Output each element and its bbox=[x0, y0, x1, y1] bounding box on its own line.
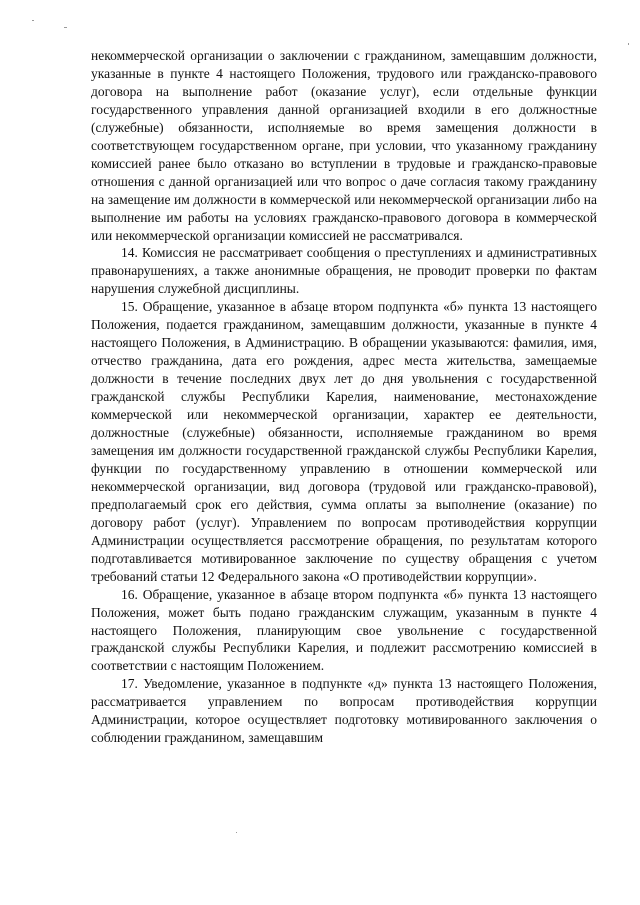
paragraph-16: 16. Обращение, указанное в абзаце втором подпункта «б» пункта 13 настоящего Положения, может быть подано гражданским служащим, указанным в пункте 4 настоящего Положения, планирующим свое увольнение с государственной гражданской службы Республики Карелия, и подлежит рассмотрению комиссией в соответствии с настоящим Положением. bbox=[91, 586, 597, 674]
paragraph-14: 14. Комиссия не рассматривает сообщения о преступлениях и административных правонарушениях, а также анонимные обращения, не проводит проверки по фактам нарушения служебной дисциплины. bbox=[91, 245, 597, 297]
paragraph-15: 15. Обращение, указанное в абзаце втором подпункта «б» пункта 13 настоящего Положения, подается гражданином, замещавшим должности, указанные в пункте 4 настоящего Положения, в Администрацию. В обращении указываются: фамилия, имя, отчество гражданина, дата его рождения, адрес места жительства, замещаемые должности в течение последних двух лет до дня увольнения с государственной гражданской службы Республики Карелия, наименование, местонахождение коммерческой или некоммерческой организации, характер ее деятельности, должностные (служебные) обязанности, исполняемые гражданином во время замещения им должности государственной гражданской службы Республики Карелия, функции по государственному управлению в отношении коммерческой или некоммерческой организации, вид договора (трудовой или гражданско-правовой), предполагаемый срок его действия, сумма оплаты за выполнение (оказание) по договору работ (услуг). Управлением по вопросам противодействия коррупции Администрации осуществляется рассмотрение обращения, по результатам которого подготавливается мотивированное заключение по существу обращения с учетом требований статьи 12 Федерального закона «О противодействии коррупции». bbox=[91, 299, 597, 584]
paragraph-continuation: некоммерческой организации о заключении с гражданином, замещавшим должности, указанные в пункте 4 настоящего Положения, трудового или гражданско-правового договора на выполнение работ (оказание услуг), если отдельные функции государственного управления данной организацией входили в его должностные (служебные) обязанности, исполняемые во время замещения должности в соответствующем государственном органе, при условии, что указанному гражданину комиссией ранее было отказано во вступлении в трудовые и гражданско-правовые отношения с данной организацией или что вопрос о даче согласия такому гражданину на замещение им должности в коммерческой или некоммерческой организации либо на выполнение им работы на условиях гражданско-правового договора в коммерческой или некоммерческой организации комиссией не рассматривался. bbox=[91, 48, 597, 243]
scan-speck bbox=[628, 43, 629, 45]
paragraph-17: 17. Уведомление, указанное в подпункте «д» пункта 13 настоящего Положения, рассматривается управлением по вопросам противодействия коррупции Администрации, которое осуществляет подготовку мотивированного заключения о соблюдении гражданином, замещавшим bbox=[91, 676, 597, 746]
document-body bbox=[91, 47, 597, 747]
scan-speck bbox=[64, 27, 67, 28]
scan-speck bbox=[32, 20, 34, 21]
scan-speck bbox=[236, 832, 237, 833]
